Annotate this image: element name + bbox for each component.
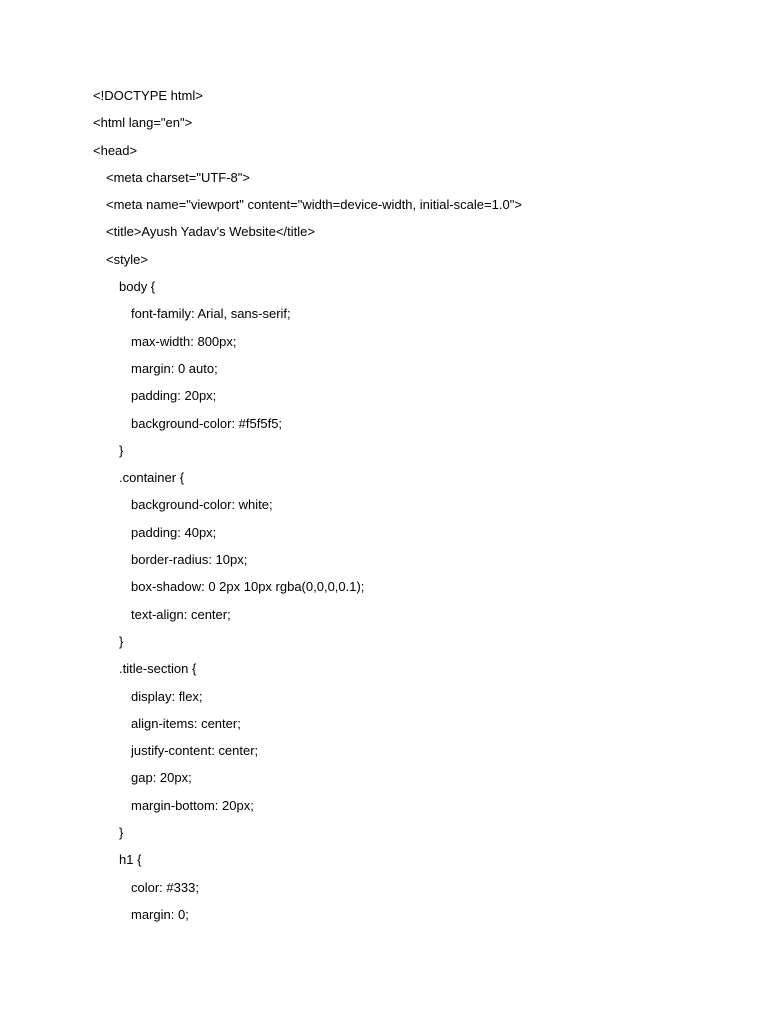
document-line: <style> bbox=[106, 251, 148, 267]
document-line: <head> bbox=[93, 142, 138, 158]
document-line: .title-section { bbox=[119, 661, 197, 677]
document-line: <meta name="viewport" content="width=device-width, initial-scale=1.0"> bbox=[106, 197, 522, 213]
document-line: gap: 20px; bbox=[131, 770, 192, 786]
document-line: <title>Ayush Yadav's Website</title> bbox=[106, 224, 315, 240]
document-line: .container { bbox=[119, 470, 185, 486]
document-body bbox=[93, 86, 733, 932]
document-line: font-family: Arial, sans-serif; bbox=[131, 306, 291, 322]
document-line: <!DOCTYPE html> bbox=[93, 88, 203, 103]
document-line: max-width: 800px; bbox=[131, 333, 237, 349]
document-line: box-shadow: 0 2px 10px rgba(0,0,0,0.1); bbox=[131, 579, 365, 595]
document-line: color: #333; bbox=[131, 879, 199, 895]
document-line: background-color: #f5f5f5; bbox=[131, 415, 283, 431]
document-line: background-color: white; bbox=[131, 497, 273, 513]
document-line: justify-content: center; bbox=[131, 743, 259, 759]
document-line: h1 { bbox=[119, 852, 142, 868]
document-line: } bbox=[119, 633, 124, 649]
document-line: } bbox=[119, 825, 124, 841]
document-line: margin-bottom: 20px; bbox=[131, 797, 254, 813]
document-line: body { bbox=[119, 279, 156, 295]
document-line: margin: 0; bbox=[131, 906, 189, 922]
document-line: padding: 20px; bbox=[131, 388, 217, 404]
document-line: } bbox=[119, 442, 124, 458]
document-line: align-items: center; bbox=[131, 715, 241, 731]
document-line: <html lang="en"> bbox=[93, 115, 193, 131]
document-line: <meta charset="UTF-8"> bbox=[106, 169, 250, 185]
document-line: text-align: center; bbox=[131, 606, 231, 622]
document-line: padding: 40px; bbox=[131, 524, 217, 540]
document-line: display: flex; bbox=[131, 688, 203, 704]
document-line: border-radius: 10px; bbox=[131, 552, 248, 568]
document-line: margin: 0 auto; bbox=[131, 360, 218, 376]
